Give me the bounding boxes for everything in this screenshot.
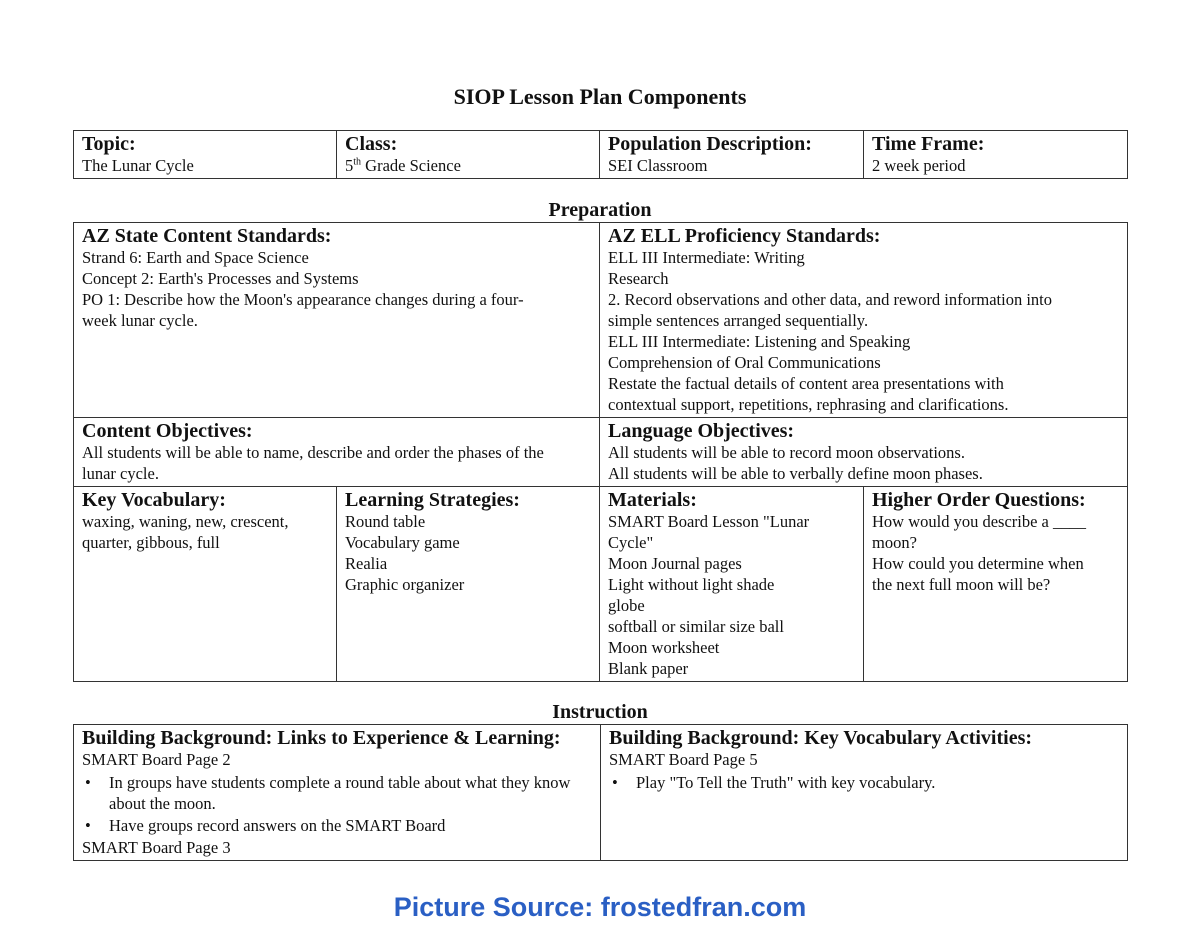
content-objectives-cell (74, 418, 600, 487)
az-ell-line: ELL III Intermediate: Writing (608, 248, 805, 267)
az-ell-line: Research (608, 269, 669, 288)
population-label: Population Description: (608, 133, 812, 155)
list-item (85, 772, 592, 814)
content-objectives-label: Content Objectives: (82, 420, 253, 442)
bullet-icon: • (85, 816, 91, 835)
list-item (612, 772, 1119, 793)
class-grade-suffix: th (353, 156, 362, 168)
links-bullet-list (82, 772, 592, 836)
smart-board-page-2: SMART Board Page 2 (82, 750, 231, 769)
preparation-heading: Preparation (548, 199, 652, 221)
az-state-line: Strand 6: Earth and Space Science (82, 248, 309, 267)
vocab-activities-cell (601, 725, 1128, 861)
az-state-line: Concept 2: Earth's Processes and Systems (82, 269, 359, 288)
higher-order-questions-label: Higher Order Questions: (872, 489, 1086, 511)
bullet-text: Have groups record answers on the SMART Board (109, 816, 446, 835)
az-state-line: week lunar cycle. (82, 311, 198, 330)
higher-order-line: moon? (872, 533, 917, 552)
bullet-text: Play "To Tell the Truth" with key vocabulary. (636, 773, 936, 792)
class-value (345, 155, 591, 176)
az-ell-line: 2. Record observations and other data, and reword information into (608, 290, 1053, 309)
topic-label: Topic: (82, 133, 136, 155)
language-objectives-cell (600, 418, 1128, 487)
language-objectives-label: Language Objectives: (608, 420, 795, 442)
materials-label: Materials: (608, 489, 697, 511)
key-vocabulary-line: quarter, gibbous, full (82, 533, 220, 552)
az-ell-line: simple sentences arranged sequentially. (608, 311, 869, 330)
topic-cell (74, 131, 337, 179)
list-item (85, 815, 592, 836)
materials-line: Blank paper (608, 659, 689, 678)
materials-line: Moon worksheet (608, 638, 720, 657)
higher-order-line: How could you determine when (872, 554, 1084, 573)
az-ell-line: contextual support, repetitions, rephrasing and clarifications. (608, 395, 1009, 414)
learning-strategies-label: Learning Strategies: (345, 489, 520, 511)
picture-source-caption: Picture Source: frostedfran.com (393, 892, 807, 922)
key-vocabulary-cell (74, 487, 337, 682)
materials-cell (600, 487, 864, 682)
overview-table (73, 130, 1128, 179)
links-experience-label: Building Background: Links to Experience & Learning: (82, 727, 561, 749)
links-experience-cell (74, 725, 601, 861)
az-ell-standards-cell (600, 223, 1128, 418)
learning-strategies-line: Realia (345, 554, 388, 573)
az-ell-line: Comprehension of Oral Communications (608, 353, 881, 372)
key-vocabulary-line: waxing, waning, new, crescent, (82, 512, 289, 531)
vocab-bullet-list (609, 772, 1119, 793)
az-state-standards-cell (74, 223, 600, 418)
materials-line: Cycle" (608, 533, 654, 552)
higher-order-line: How would you describe a ____ (872, 512, 1087, 531)
vocab-activities-label: Building Background: Key Vocabulary Activities: (609, 727, 1033, 749)
higher-order-line: the next full moon will be? (872, 575, 1051, 594)
instruction-table (73, 724, 1128, 861)
az-state-line: PO 1: Describe how the Moon's appearance changes during a four- (82, 290, 524, 309)
population-cell (600, 131, 864, 179)
instruction-heading: Instruction (552, 701, 648, 723)
az-state-standards-label: AZ State Content Standards: (82, 225, 332, 247)
class-cell (337, 131, 600, 179)
materials-line: Light without light shade (608, 575, 775, 594)
learning-strategies-line: Vocabulary game (345, 533, 460, 552)
materials-line: softball or similar size ball (608, 617, 784, 636)
bullet-text: In groups have students complete a round table about what they know about the moon. (109, 773, 571, 813)
content-objectives-line: All students will be able to name, describe and order the phases of the (82, 443, 544, 462)
az-ell-line: Restate the factual details of content area presentations with (608, 374, 1004, 393)
az-ell-line: ELL III Intermediate: Listening and Speaking (608, 332, 911, 351)
key-vocabulary-label: Key Vocabulary: (82, 489, 226, 511)
materials-line: Moon Journal pages (608, 554, 742, 573)
bullet-icon: • (85, 773, 91, 792)
class-grade-number: 5 (345, 156, 354, 175)
time-frame-cell (864, 131, 1128, 179)
language-objectives-line: All students will be able to record moon observations. (608, 443, 965, 462)
content-objectives-line: lunar cycle. (82, 464, 159, 483)
smart-board-page-3: SMART Board Page 3 (82, 838, 231, 857)
bullet-icon: • (612, 773, 618, 792)
class-subject: Grade Science (361, 156, 461, 175)
az-ell-standards-label: AZ ELL Proficiency Standards: (608, 225, 881, 247)
class-label: Class: (345, 133, 398, 155)
learning-strategies-line: Round table (345, 512, 426, 531)
time-frame-label: Time Frame: (872, 133, 985, 155)
language-objectives-line: All students will be able to verbally define moon phases. (608, 464, 983, 483)
preparation-table (73, 222, 1128, 682)
materials-line: SMART Board Lesson "Lunar (608, 512, 810, 531)
learning-strategies-line: Graphic organizer (345, 575, 465, 594)
materials-line: globe (608, 596, 645, 615)
document-title: SIOP Lesson Plan Components (453, 84, 747, 109)
population-value: SEI Classroom (608, 156, 708, 175)
learning-strategies-cell (337, 487, 600, 682)
topic-value: The Lunar Cycle (82, 156, 194, 175)
time-frame-value: 2 week period (872, 156, 966, 175)
higher-order-questions-cell (864, 487, 1128, 682)
smart-board-page-5: SMART Board Page 5 (609, 750, 758, 769)
